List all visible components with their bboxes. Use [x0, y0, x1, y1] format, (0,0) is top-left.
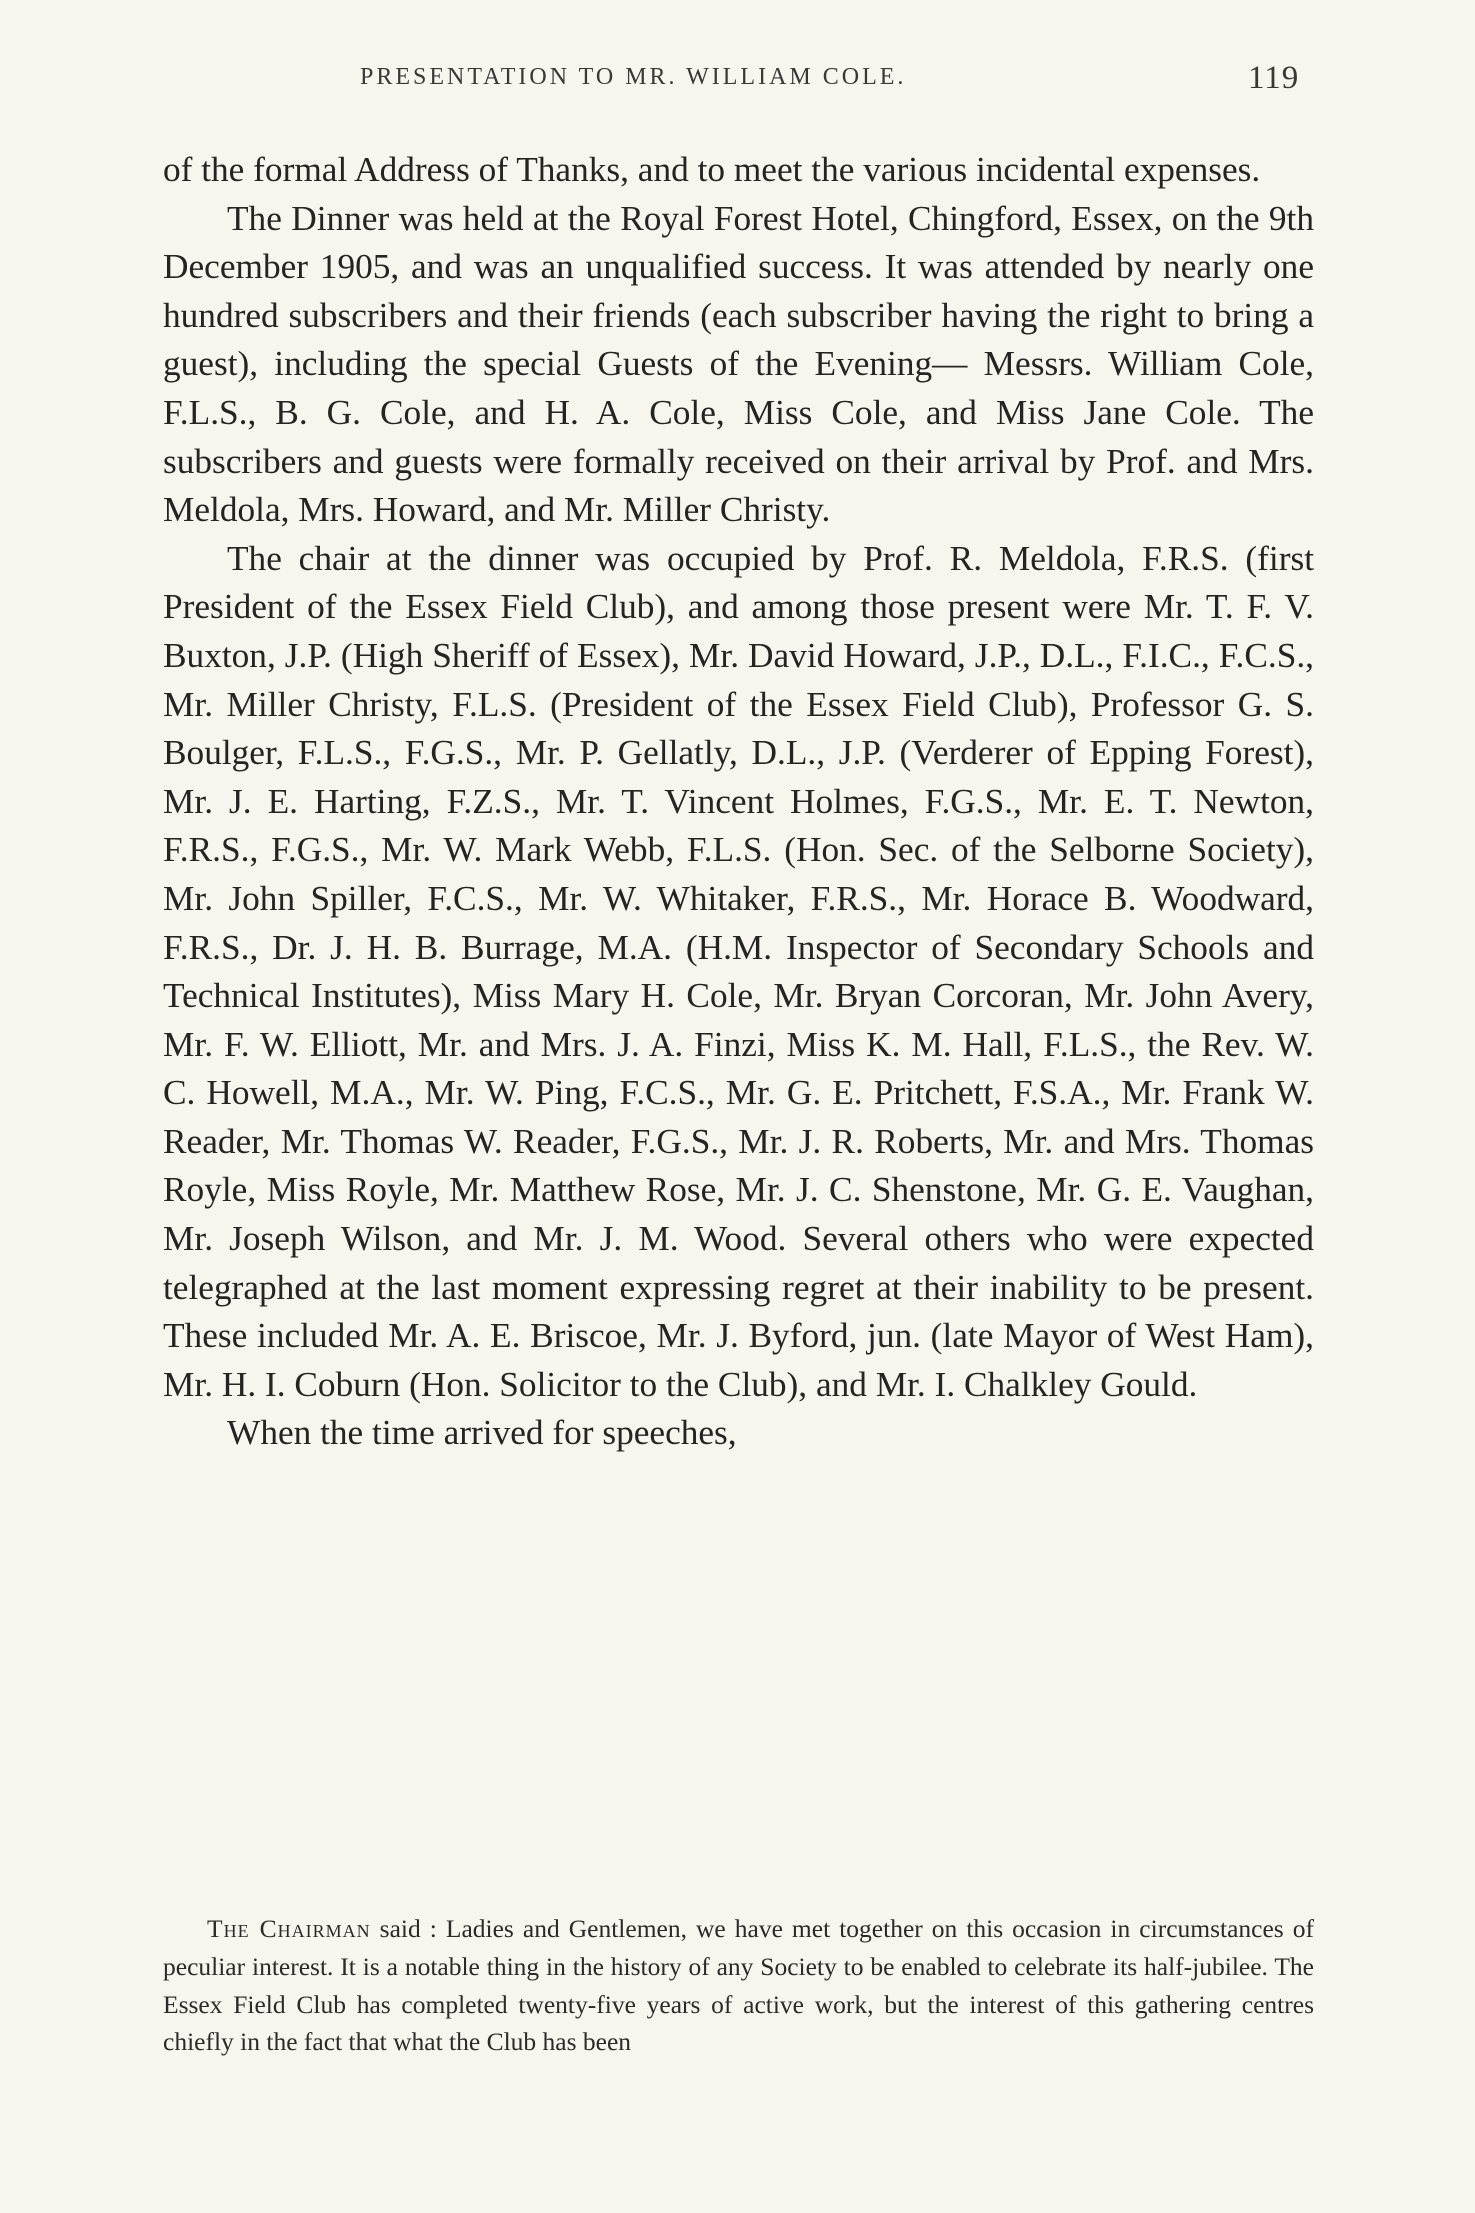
body-text [163, 146, 1314, 1458]
paragraph-continuation: of the formal Address of Thanks, and to meet the various incidental expenses. [163, 150, 1261, 189]
paragraph-dinner: The Dinner was held at the Royal Forest Hotel, Chingford, Essex, on the 9th December 1905, and was an unqualified success. It was attended by nearly one hundred subscribers and their friends (each subscriber having the right to bring a guest), including the special Guests of the Evening— Messrs. William Cole, F.L.S., B. G. Cole, and H. A. Cole, Miss Cole, and Miss Jane Cole. The subscribers and guests were formally received on their arrival by Prof. and Mrs. Meldola, Mrs. Howard, and Mr. Miller Christy. [163, 198, 1314, 530]
speaker-name: The Chairman [207, 1914, 371, 1943]
speech-text: said : Ladies and Gentlemen, we have met together on this occasion in circumstances of peculiar interest. It is a notable thing in the history of any Society to be enabled to celebrate its half-jubilee. The Essex Field Club has completed twenty-five years of active work, but the interest of this gathering centres chiefly in the fact that what the Club has been [163, 1914, 1314, 2057]
running-title: PRESENTATION TO MR. WILLIAM COLE. [360, 64, 907, 90]
chairman-speech [163, 1910, 1314, 2061]
page-number: 119 [1248, 60, 1300, 96]
paragraph-attendees: The chair at the dinner was occupied by Prof. R. Meldola, F.R.S. (first President of the Essex Field Club), and among those present were Mr. T. F. V. Buxton, J.P. (High Sheriff of Essex), Mr. David Howard, J.P., D.L., F.I.C., F.C.S., Mr. Miller Christy, F.L.S. (President of the Essex Field Club), Professor G. S. Boulger, F.L.S., F.G.S., Mr. P. Gellatly, D.L., J.P. (Verderer of Epping Forest), Mr. J. E. Harting, F.Z.S., Mr. T. Vincent Holmes, F.G.S., Mr. E. T. Newton, F.R.S., F.G.S., Mr. W. Mark Webb, F.L.S. (Hon. Sec. of the Selborne Society), Mr. John Spiller, F.C.S., Mr. W. Whitaker, F.R.S., Mr. Horace B. Woodward, F.R.S., Dr. J. H. B. Burrage, M.A. (H.M. Inspector of Secondary Schools and Technical Institutes), Miss Mary H. Cole, Mr. Bryan Corcoran, Mr. John Avery, Mr. F. W. Elliott, Mr. and Mrs. J. A. Finzi, Miss K. M. Hall, F.L.S., the Rev. W. C. Howell, M.A., Mr. W. Ping, F.C.S., Mr. G. E. Pritchett, F.S.A., Mr. Frank W. Reader, Mr. Thomas W. Reader, F.G.S., Mr. J. R. Roberts, Mr. and Mrs. Thomas Royle, Miss Royle, Mr. Matthew Rose, Mr. J. C. Shenstone, Mr. G. E. Vaughan, Mr. Joseph Wilson, and Mr. J. M. Wood. Several others who were expected telegraphed at the last moment expressing regret at their inability to be present. These included Mr. A. E. Briscoe, Mr. J. Byford, jun. (late Mayor of West Ham), Mr. H. I. Coburn (Hon. Solicitor to the Club), and Mr. I. Chalkley Gould. [163, 538, 1314, 1404]
paragraph-speeches: When the time arrived for speeches, [227, 1413, 737, 1453]
running-head [0, 60, 1475, 104]
speech-paragraph [163, 1910, 1314, 2061]
